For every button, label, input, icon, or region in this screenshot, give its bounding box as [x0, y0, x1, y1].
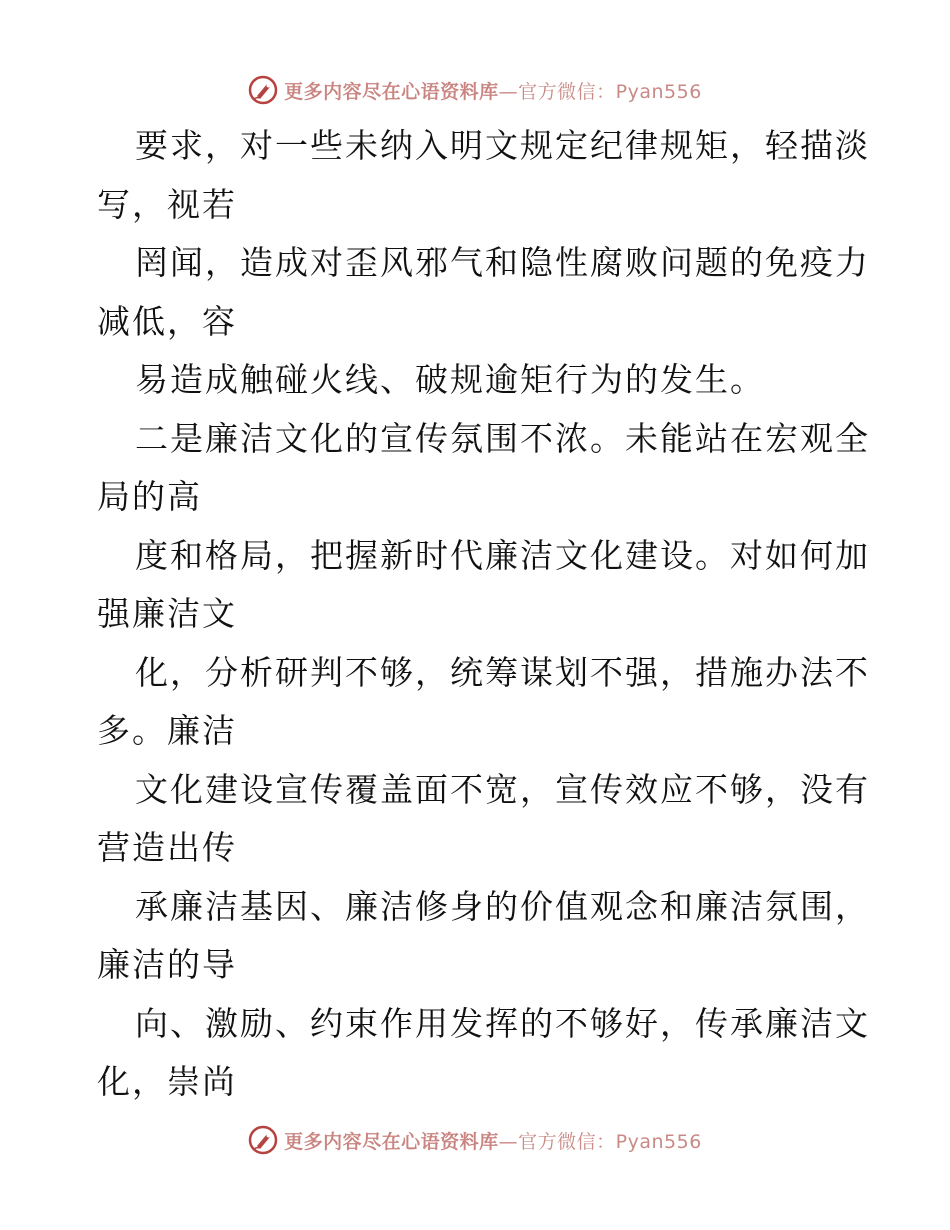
text-line: 减低，容 — [97, 301, 237, 341]
text-line: 向、激励、约束作用发挥的不够好，传承廉洁文 — [135, 1003, 870, 1043]
pen-nib-logo-icon — [248, 75, 278, 105]
text-line: 易造成触碰火线、破规逾矩行为的发生。 — [135, 360, 765, 399]
text-line: 二是廉洁文化的宣传氛围不浓。未能站在宏观全 — [135, 418, 870, 458]
text-line: 局的高 — [97, 477, 202, 516]
header-banner-tail: —官方微信：Pyan556 — [498, 80, 702, 103]
header-watermark-banner — [0, 70, 950, 110]
pen-nib-logo-icon — [248, 1125, 278, 1155]
text-line: 强廉洁文 — [97, 594, 237, 633]
text-line: 营造出传 — [97, 828, 237, 867]
text-line: 文化建设宣传覆盖面不宽，宣传效应不够，没有 — [135, 769, 870, 809]
footer-banner-main: 更多内容尽在心语资料库 — [284, 1130, 499, 1153]
text-line: 度和格局，把握新时代廉洁文化建设。对如何加 — [135, 535, 870, 575]
header-banner-text — [284, 77, 702, 104]
footer-banner-text — [284, 1127, 702, 1154]
header-banner-main: 更多内容尽在心语资料库 — [284, 80, 499, 103]
text-line: 多。廉洁 — [97, 711, 237, 750]
document-body — [97, 117, 870, 1112]
text-line: 化，崇尚 — [97, 1062, 237, 1101]
text-line: 化，分析研判不够，统筹谋划不强，措施办法不 — [135, 652, 870, 692]
text-line: 罔闻，造成对歪风邪气和隐性腐败问题的免疫力 — [135, 243, 870, 282]
text-line: 要求，对一些未纳入明文规定纪律规矩，轻描淡 — [135, 126, 870, 165]
footer-watermark-banner — [0, 1120, 950, 1160]
text-line: 承廉洁基因、廉洁修身的价值观念和廉洁氛围， — [135, 886, 870, 926]
footer-banner-tail: —官方微信：Pyan556 — [498, 1130, 702, 1153]
text-line: 廉洁的导 — [97, 945, 237, 984]
text-line: 写，视若 — [97, 184, 237, 224]
